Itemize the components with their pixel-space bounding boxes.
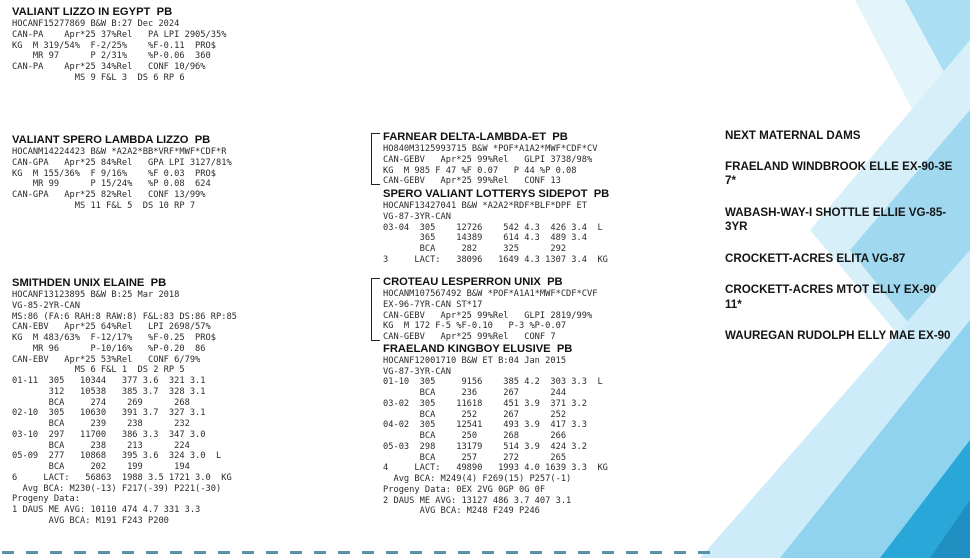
footer-dash	[242, 551, 254, 554]
second-dam-name: SMITHDEN UNIX ELAINE PB	[12, 277, 167, 289]
footer-dash	[434, 551, 446, 554]
footer-dash	[74, 551, 86, 554]
footer-dash	[170, 551, 182, 554]
maternal-grandsire-name: CROTEAU LESPERRON UNIX PB	[383, 276, 563, 288]
footer-dash	[386, 551, 398, 554]
footer-dash	[626, 551, 638, 554]
maternal-dam-item: WABASH-WAY-I SHOTTLE ELLIE VG-85-3YR	[725, 205, 947, 233]
second-dam-details: HOCANF13123895 B&W B:25 Mar 2018 VG-85-2YR-CAN MS:86 (FA:6 RAH:8 RAW:8) F&L:83 DS:86 RP:85 CAN-EBV Apr*25 64%Rel LPI 2698/57% KG M 483/63% F-12/17% %F-0.25 PRO$ MR 96 P-10/16% %P-0.20 86 CAN-EBV Apr*25 53%Rel CONF 6/79% MS 6 F&L 1 DS 2 RP 5 01-11 305 10344 377 3.6 321 3.1 312 10538 385 3.7 328 3.1 BCA 274 269 268 02-10 305 10630 391 3.7 327 3.1 BCA 239 238 232 03-10 297 11700 386 3.3 347 3.0 BCA 238 213 224 05-09 277 10868 395 3.6 324 3.0 L BCA 202 199 194 6 LACT: 56863 1988 3.5 1721 3.0 KG Avg BCA: M230(-13) F217(-39) P221(-30) Progeny Data: 1 DAUS ME AVG: 10110 474 4.7 331 3.3 AVG BCA: M191 F243 P200	[12, 290, 237, 526]
footer-dash	[338, 551, 350, 554]
pedigree-bracket	[371, 133, 380, 185]
pedigree-bracket	[371, 278, 380, 341]
footer-dash	[266, 551, 278, 554]
dam-details: HOCANM14224423 B&W *A2A2*BB*VRF*MWF*CDF*R CAN-GPA Apr*25 84%Rel GPA LPI 3127/81% KG M 155/36% F 9/16% %F 0.03 PRO$ MR 99 P 15/24% %P 0.08 624 CAN-GPA Apr*25 82%Rel CONF 13/99% MS 11 F&L 5 DS 10 RP 7	[12, 147, 232, 211]
footer-dash	[290, 551, 302, 554]
second-dam-block	[12, 277, 237, 527]
maternal-grandsire-details: HOCANM107567492 B&W *POF*A1A1*MWF*CDF*CVF EX-96-7YR-CAN ST*17 CAN-GEBV Apr*25 99%Rel GLPI 2819/99% KG M 172 F-5 %F-0.10 P-3 %P-0.07 CAN-GEBV Apr*25 99%Rel CONF 7	[383, 289, 598, 342]
sire-name: VALIANT LIZZO IN EGYPT PB	[12, 6, 173, 18]
footer-dash	[506, 551, 518, 554]
footer-dash	[530, 551, 542, 554]
maternal-dams-title: NEXT MATERNAL DAMS	[725, 129, 861, 142]
maternal-pedigree	[383, 276, 608, 517]
footer-dash	[2, 551, 14, 554]
footer-dash	[410, 551, 422, 554]
sire-details: HOCANF15277869 B&W B:27 Dec 2024 CAN-PA Apr*25 37%Rel PA LPI 2905/35% KG M 319/54% F-2/25% %F-0.11 PRO$ MR 97 P 2/31% %P-0.06 360 CAN-PA Apr*25 34%Rel CONF 10/96% MS 9 F&L 3 DS 6 RP 6	[12, 19, 227, 83]
footer-dash	[314, 551, 326, 554]
footer-dash	[458, 551, 470, 554]
maternal-dam-item: FRAELAND WINDBROOK ELLE EX-90-3E 7*	[725, 159, 953, 187]
footer-dash	[98, 551, 110, 554]
footer-dash	[218, 551, 230, 554]
footer-dash	[362, 551, 374, 554]
footer-dash	[650, 551, 662, 554]
maternal-dam-item: CROCKETT-ACRES ELITA VG-87	[725, 251, 906, 265]
footer-dash	[146, 551, 158, 554]
next-maternal-dams	[725, 129, 955, 361]
maternal-dam-item: CROCKETT-ACRES MTOT ELLY EX-90 11*	[725, 283, 937, 311]
dam-block	[12, 134, 232, 212]
footer-dash	[194, 551, 206, 554]
paternal-dam-name: SPERO VALIANT LOTTERYS SIDEPOT PB	[383, 188, 610, 200]
footer-dash	[602, 551, 614, 554]
maternal-granddam-details: HOCANF12001710 B&W ET B:04 Jan 2015 VG-87-3YR-CAN 01-10 305 9156 385 4.2 303 3.3 L BCA 236 267 244 03-02 305 11618 451 3.9 371 3.2 BCA 252 267 252 04-02 305 12541 493 3.9 417 3.3 BCA 250 268 266 05-03 298 13179 514 3.9 424 3.2 BCA 257 272 265 4 LACT: 49890 1993 4.0 1639 3.3 KG Avg BCA: M249(4) F269(15) P257(-1) Progeny Data: 0EX 2VG 0GP 0G 0F 2 DAUS ME AVG: 13127 486 3.7 407 3.1 AVG BCA: M248 F249 P246	[383, 355, 608, 517]
footer-dash	[554, 551, 566, 554]
footer-dash	[698, 551, 710, 554]
footer-dash	[482, 551, 494, 554]
footer-dash	[578, 551, 590, 554]
paternal-pedigree	[383, 131, 609, 266]
paternal-sire-name: FARNEAR DELTA-LAMBDA-ET PB	[383, 131, 568, 143]
maternal-dam-item: WAUREGAN RUDOLPH ELLY MAE EX-90	[725, 329, 951, 342]
footer-dash	[674, 551, 686, 554]
maternal-grandsire-block	[383, 276, 608, 343]
maternal-granddam-block	[383, 343, 608, 517]
footer-dash	[50, 551, 62, 554]
paternal-sire-details: HO840M3125993715 B&W *POF*A1A2*MWF*CDF*CV CAN-GEBV Apr*25 99%Rel GLPI 3738/98% KG M 985 F 47 %F 0.07 P 44 %P 0.08 CAN-GEBV Apr*25 99%Rel CONF 13	[383, 144, 598, 187]
paternal-sire-block	[383, 131, 609, 187]
paternal-dam-details: HOCANF13427041 B&W *A2A2*RDF*BLF*DPF ET VG-87-3YR-CAN 03-04 305 12726 542 4.3 426 3.4 L 365 14389 614 4.3 489 3.4 BCA 282 325 292 3 LACT: 38096 1649 4.3 1307 3.4 KG	[383, 201, 608, 265]
footer-dash	[122, 551, 134, 554]
footer-dotted-strip	[0, 546, 970, 558]
maternal-granddam-name: FRAELAND KINGBOY ELUSIVE PB	[383, 342, 573, 355]
sire-block	[12, 6, 226, 84]
paternal-dam-block	[383, 188, 609, 266]
dam-name: VALIANT SPERO LAMBDA LIZZO PB	[12, 134, 211, 146]
footer-dash	[26, 551, 38, 554]
